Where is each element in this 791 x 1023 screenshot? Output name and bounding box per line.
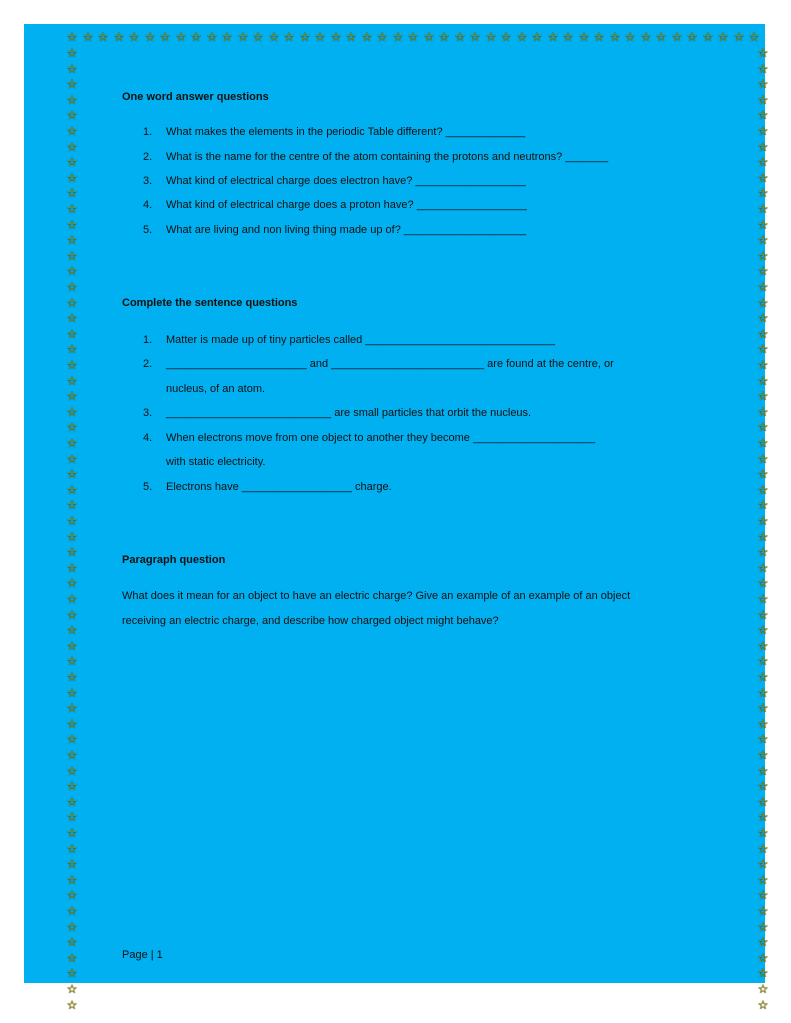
star-icon: ☆ [113,30,125,44]
star-icon: ☆ [66,904,78,918]
star-icon: ☆ [268,30,280,44]
star-icon: ☆ [128,30,140,44]
star-icon: ☆ [66,608,78,622]
star-icon: ☆ [66,514,78,528]
star-icon: ☆ [392,30,404,44]
star-icon: ☆ [66,311,78,325]
star-icon: ☆ [757,405,769,419]
star-icon: ☆ [757,966,769,980]
star-icon: ☆ [66,561,78,575]
star-icon: ☆ [66,826,78,840]
star-icon: ☆ [66,795,78,809]
star-icon: ☆ [66,77,78,91]
item-number: 3. [143,175,153,187]
star-icon: ☆ [757,374,769,388]
item-number: 5. [143,224,153,236]
star-icon: ☆ [757,810,769,824]
star-icon: ☆ [757,420,769,434]
star-icon: ☆ [361,30,373,44]
star-icon: ☆ [66,888,78,902]
star-icon: ☆ [66,966,78,980]
star-icon: ☆ [757,561,769,575]
item-number: 3. [143,407,153,419]
section-heading-paragraph: Paragraph question [122,554,226,566]
star-icon: ☆ [66,732,78,746]
star-icon: ☆ [757,888,769,902]
star-icon: ☆ [624,30,636,44]
star-icon: ☆ [757,982,769,996]
item-number: 4. [143,432,153,444]
star-icon: ☆ [671,30,683,44]
star-icon: ☆ [757,186,769,200]
star-icon: ☆ [757,108,769,122]
star-icon: ☆ [757,935,769,949]
star-icon: ☆ [757,202,769,216]
star-icon: ☆ [757,436,769,450]
star-icon: ☆ [686,30,698,44]
star-icon: ☆ [578,30,590,44]
star-icon: ☆ [547,30,559,44]
star-icon: ☆ [66,748,78,762]
star-icon: ☆ [283,30,295,44]
star-icon: ☆ [66,842,78,856]
star-icon: ☆ [66,108,78,122]
star-icon: ☆ [314,30,326,44]
star-icon: ☆ [757,639,769,653]
star-icon: ☆ [66,857,78,871]
item-text-continued: nucleus, of an atom. [166,383,266,395]
item-text: What kind of electrical charge does electron have? __________________ [166,175,526,187]
star-icon: ☆ [66,498,78,512]
star-icon: ☆ [66,389,78,403]
star-icon: ☆ [97,30,109,44]
star-icon: ☆ [454,30,466,44]
star-icon: ☆ [66,186,78,200]
star-icon: ☆ [237,30,249,44]
star-icon: ☆ [609,30,621,44]
star-icon: ☆ [757,857,769,871]
star-icon: ☆ [66,467,78,481]
star-icon: ☆ [500,30,512,44]
star-icon: ☆ [757,998,769,1012]
star-icon: ☆ [66,935,78,949]
star-icon: ☆ [757,686,769,700]
star-icon: ☆ [562,30,574,44]
item-text: What are living and non living thing made up of? ____________________ [166,224,527,236]
star-icon: ☆ [175,30,187,44]
paragraph-question-text: What does it mean for an object to have an electric charge? Give an example of an example of an object receiving an electric charge, and describe how charged object might behave? [122,590,631,627]
star-icon: ☆ [757,545,769,559]
star-icon: ☆ [66,249,78,263]
star-icon: ☆ [66,483,78,497]
star-icon: ☆ [757,452,769,466]
star-icon: ☆ [66,982,78,996]
star-icon: ☆ [757,327,769,341]
star-icon: ☆ [757,124,769,138]
star-icon: ☆ [66,280,78,294]
item-text: Matter is made up of tiny particles called _______________________________ [166,334,555,346]
star-icon: ☆ [593,30,605,44]
star-icon: ☆ [757,46,769,60]
star-icon: ☆ [757,62,769,76]
item-number: 2. [143,358,153,370]
star-icon: ☆ [757,514,769,528]
item-number: 2. [143,151,153,163]
star-icon: ☆ [640,30,652,44]
star-icon: ☆ [757,530,769,544]
star-icon: ☆ [757,826,769,840]
item-text: ___________________________ are small particles that orbit the nucleus. [166,407,532,419]
star-icon: ☆ [702,30,714,44]
item-text: What kind of electrical charge does a proton have? __________________ [166,199,527,211]
star-icon: ☆ [757,592,769,606]
star-icon: ☆ [66,670,78,684]
star-icon: ☆ [757,873,769,887]
page-number: Page | 1 [122,949,163,961]
star-icon: ☆ [733,30,745,44]
star-icon: ☆ [757,951,769,965]
star-icon: ☆ [66,592,78,606]
star-icon: ☆ [376,30,388,44]
star-icon: ☆ [757,748,769,762]
star-icon: ☆ [757,779,769,793]
star-icon: ☆ [757,311,769,325]
star-icon: ☆ [757,623,769,637]
star-icon: ☆ [66,717,78,731]
star-icon: ☆ [717,30,729,44]
star-icon: ☆ [66,171,78,185]
star-icon: ☆ [252,30,264,44]
star-icon: ☆ [66,576,78,590]
item-number: 1. [143,334,153,346]
item-text: _______________________ and _________________________ are found at the centre, or [166,358,614,370]
star-icon: ☆ [407,30,419,44]
star-icon: ☆ [757,654,769,668]
star-icon: ☆ [757,389,769,403]
item-number: 4. [143,199,153,211]
star-icon: ☆ [66,686,78,700]
star-icon: ☆ [757,296,769,310]
star-icon: ☆ [655,30,667,44]
star-icon: ☆ [66,218,78,232]
star-icon: ☆ [757,342,769,356]
item-text: Electrons have __________________ charge. [166,481,392,493]
star-icon: ☆ [66,202,78,216]
star-icon: ☆ [144,30,156,44]
star-icon: ☆ [66,951,78,965]
star-icon: ☆ [66,452,78,466]
star-icon: ☆ [66,639,78,653]
star-icon: ☆ [66,998,78,1012]
star-icon: ☆ [66,264,78,278]
star-icon: ☆ [66,62,78,76]
star-icon: ☆ [66,296,78,310]
star-icon: ☆ [66,327,78,341]
star-icon: ☆ [299,30,311,44]
star-icon: ☆ [66,701,78,715]
star-icon: ☆ [757,795,769,809]
star-icon: ☆ [757,218,769,232]
item-number: 1. [143,126,153,138]
star-icon: ☆ [66,342,78,356]
star-icon: ☆ [66,654,78,668]
item-text: What is the name for the centre of the atom containing the protons and neutrons? _______ [166,151,609,163]
section-heading-one-word: One word answer questions [122,91,269,103]
star-icon: ☆ [757,608,769,622]
section-heading-complete: Complete the sentence questions [122,297,298,309]
star-icon: ☆ [757,155,769,169]
star-icon: ☆ [757,233,769,247]
item-text: What makes the elements in the periodic Table different? _____________ [166,126,526,138]
star-icon: ☆ [66,420,78,434]
star-icon: ☆ [438,30,450,44]
star-icon: ☆ [66,545,78,559]
star-icon: ☆ [757,498,769,512]
star-icon: ☆ [757,249,769,263]
star-icon: ☆ [221,30,233,44]
star-icon: ☆ [66,140,78,154]
star-icon: ☆ [757,717,769,731]
star-icon: ☆ [757,264,769,278]
star-icon: ☆ [66,810,78,824]
star-icon: ☆ [66,530,78,544]
star-icon: ☆ [206,30,218,44]
star-icon: ☆ [66,920,78,934]
star-icon: ☆ [66,124,78,138]
star-icon: ☆ [757,670,769,684]
star-icon: ☆ [66,46,78,60]
star-icon: ☆ [66,405,78,419]
star-icon: ☆ [82,30,94,44]
star-icon: ☆ [757,842,769,856]
star-icon: ☆ [757,93,769,107]
star-icon: ☆ [66,155,78,169]
star-icon: ☆ [66,623,78,637]
star-icon: ☆ [757,732,769,746]
item-text-continued: with static electricity. [166,456,266,468]
star-icon: ☆ [345,30,357,44]
star-icon: ☆ [757,701,769,715]
star-icon: ☆ [190,30,202,44]
item-number: 5. [143,481,153,493]
star-icon: ☆ [159,30,171,44]
star-icon: ☆ [748,30,760,44]
item-text: When electrons move from one object to another they become ____________________ [166,432,596,444]
star-icon: ☆ [423,30,435,44]
star-icon: ☆ [66,93,78,107]
star-icon: ☆ [757,576,769,590]
star-icon: ☆ [757,140,769,154]
page-background [24,24,765,983]
star-icon: ☆ [66,358,78,372]
star-icon: ☆ [757,171,769,185]
star-icon: ☆ [757,467,769,481]
star-icon: ☆ [757,920,769,934]
star-icon: ☆ [485,30,497,44]
star-icon: ☆ [66,233,78,247]
star-icon: ☆ [757,483,769,497]
star-icon: ☆ [66,764,78,778]
star-icon: ☆ [66,873,78,887]
star-icon: ☆ [469,30,481,44]
star-icon: ☆ [531,30,543,44]
star-icon: ☆ [330,30,342,44]
star-icon: ☆ [66,436,78,450]
star-icon: ☆ [757,77,769,91]
star-icon: ☆ [757,358,769,372]
star-icon: ☆ [66,30,78,44]
star-icon: ☆ [757,280,769,294]
star-icon: ☆ [757,904,769,918]
star-icon: ☆ [66,374,78,388]
star-icon: ☆ [66,779,78,793]
star-icon: ☆ [516,30,528,44]
star-icon: ☆ [757,764,769,778]
